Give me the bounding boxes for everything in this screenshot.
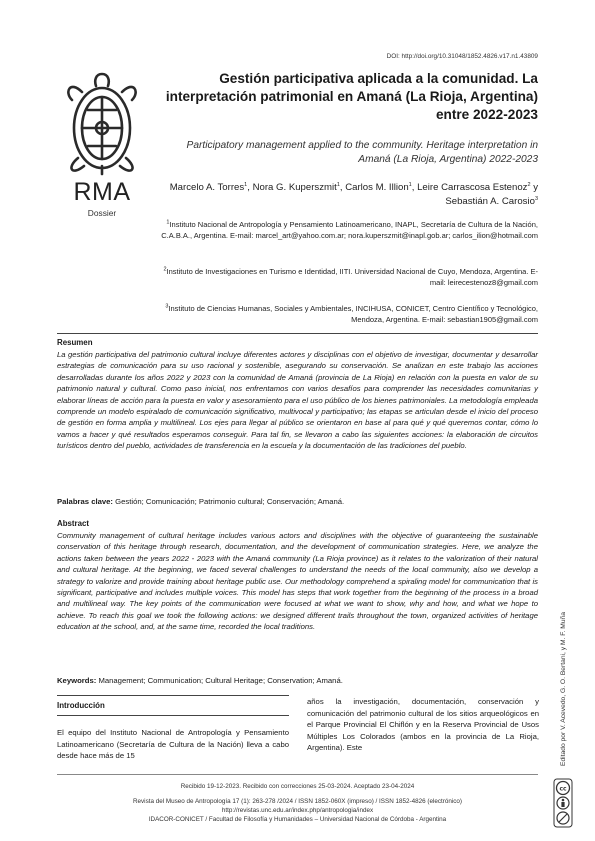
palabras-clave-text: Gestión; Comunicación; Patrimonio cultural; Conservación; Amaná. <box>115 497 345 506</box>
journal-url[interactable]: http://revistas.unc.edu.ar/index.php/antropologia/index <box>221 807 374 814</box>
affiliation <box>158 220 538 241</box>
author-sup: 1 <box>408 181 412 188</box>
article-title-english: Participatory management applied to the community. Heritage interpretation in Amaná (La Rioja, Argentina) 2022-2023 <box>186 140 538 165</box>
author-list: Marcelo A. Torres$^1$, Nora G. Kuperszmit$^1$, Carlos M. Illion$^1$, Leire Carrascosa Estenoz$^2$ y Sebastián A. Carosio$^3$ <box>169 181 538 207</box>
editor-side-note-text: Editado por V. Acevedo, G. O. Bertani, y M. F. Muña <box>560 611 567 766</box>
cc-license-icon[interactable] <box>553 778 573 828</box>
affiliation <box>158 304 538 325</box>
journal-citation: Revista del Museo de Antropología 17 (1): 263-278 /2024 / ISSN 1852-060X (impreso) / ISSN 1852-4826 (electrónico) <box>132 798 463 805</box>
keywords-label: Keywords: <box>57 676 97 685</box>
author-sup: 2 <box>527 181 531 188</box>
divider <box>57 695 289 696</box>
keywords-text: Management; Communication; Cultural Heritage; Conservation; Amaná. <box>98 676 343 685</box>
doi-link[interactable]: DOI: http://doi.org/10.31048/1852.4826.v17.n1.43809 <box>386 53 538 60</box>
resumen-text: La gestión participativa del patrimonio cultural incluye diferentes actores y disciplinas con el objetivo de investigar, documentar y desarrollar estrategias de comunicación para su uso racional y sostenible, asegurando su conservación. Se analizan en este trabajo las acciones desarrolladas durante los años 2022 y 2023 con la comunidad de Amaná (provincia de La Rioja) en relación con la puesta en valor de su patrimonio natural y cultural. Como paso inicial, nos enfrentamos con varios desafíos para comprender las necesidades comunitarias y elaborar líneas de acción para la puesta en valor y asesoramiento para el uso público de los bienes patrimoniales. La metodología empleada comprende un modelo espiralado de comunicación significativo, multivocal y participativo; las etapas se articulan desde el inicio del proceso de gestión en forma amplia y multilineal. Los ejes para llegar al público se orientaron en base al para qué y qué queremos contar, cómo lo vamos a hacer y qué resultados esperamos conseguir. Para tal fin, se llevaron a cabo las siguientes acciones: la elaboración de circuitos turísticos dentro del pueblo, actividades de transferencia en la escuela y la documentación de las tradiciones del pueblo. <box>57 350 538 451</box>
author-sup: 1 <box>336 181 340 188</box>
svg-text:cc: cc <box>559 785 567 793</box>
author-sup: 3 <box>534 195 538 202</box>
affiliation-number: 2 <box>163 266 167 273</box>
affiliation-text: Instituto de Investigaciones en Turismo e Identidad, IITI. Universidad Nacional de Cuyo, Mendoza, Argentina. E-mail: leirecestenoz8@gmail.com <box>166 267 538 287</box>
author-name: Sebastián A. Carosio <box>445 195 535 207</box>
journal-logo <box>44 70 160 178</box>
affiliation-number: 1 <box>166 219 170 226</box>
editor-side-note <box>560 566 572 766</box>
author-name: Nora G. Kuperszmit <box>252 182 337 193</box>
divider <box>57 715 289 716</box>
palabras-clave <box>57 496 538 507</box>
received-dates: Recibido 19-12-2023. Recibido con correcciones 25-03-2024. Aceptado 23-04-2024 <box>180 783 415 790</box>
affiliation-text: Instituto de Ciencias Humanas, Sociales y Ambientales, INCIHUSA, CONICET, Centro Científico y Tecnológico, Mendoza, Argentina. E-mail: sebastian1905@gmail.com <box>168 304 538 324</box>
resumen-heading: Resumen <box>57 338 93 347</box>
abstract-text: Community management of cultural heritage includes various actors and disciplines with the objective of guaranteeing the sustainable conservation of this heritage through research, documentation, and the development of communication strategies. Here, we analyze the actions taken between the years 2022 - 2023 with the Amaná community (La Rioja province) as it relates to the valorization of their natural and cultural heritage. At the beginning, we faced several challenges to understand the needs of the local community, also we develop a strategy to valorize and provide training about heritage public use. Our methodology comprehend a spiraling model for communication that is significant, participative and includes multiple voices. This model has steps that work together from the beginning of the process in a broad and multilineal way. The key points of the communication were focused at what we want to show, why and how, and what we hope to achieve. To reach this goal we took the following actions: we designed different trails throughout the town, organized activities of heritage education at the school, and, at the same time, recorded the local traditions. <box>57 531 538 632</box>
article-title: Gestión participativa aplicada a la comunidad. La interpretación patrimonial en Amaná (La Rioja, Argentina) entre 2022-2023 <box>165 71 538 122</box>
palabras-clave-label: Palabras clave: <box>57 497 113 506</box>
author-sup: 1 <box>244 181 248 188</box>
affiliation-number: 3 <box>165 303 169 310</box>
abstract-heading: Abstract <box>57 519 90 528</box>
rma-emblem-icon <box>52 70 152 178</box>
intro-col1: El equipo del Instituto Nacional de Antropología y Pensamiento Latinoamericano (Secretaría de Cultura de la Nación) lleva a cabo desde hace más de 15 <box>57 728 289 761</box>
author-name: Marcelo A. Torres <box>169 182 245 193</box>
intro-heading: Introducción <box>57 701 105 710</box>
author-name: Carlos M. Illion <box>345 182 409 193</box>
intro-col2: años la investigación, documentación, conservación y comunicación del patrimonio cultural de los sitios arqueológicos en el Parque Provincial El Chiflón y en la Reserva Provincial de Usos Múltiples Los Colorados (ambos en la provincia de La Rioja, Argentina). Este <box>307 697 539 753</box>
journal-acronym: RMA <box>73 178 131 206</box>
institution: IDACOR-CONICET / Facultad de Filosofía y Humanidades – Universidad Nacional de Córdoba - Argentina <box>148 816 447 823</box>
keywords <box>57 675 538 686</box>
footer-divider <box>57 774 538 775</box>
author-name: Leire Carrascosa Estenoz <box>417 182 528 193</box>
divider <box>57 333 538 334</box>
affiliation <box>158 267 538 288</box>
section-label: Dossier <box>87 208 117 218</box>
affiliation-text: Instituto Nacional de Antropología y Pensamiento Latinoamericano, INAPL, Secretaría de Cultura de la Nación, C.A.B.A., Argentina. E-mail: marcel_art@yahoo.com.ar; nora.kuperszmit@inapl.gob.ar; carlos_ilion@hotmail.com <box>161 220 538 240</box>
